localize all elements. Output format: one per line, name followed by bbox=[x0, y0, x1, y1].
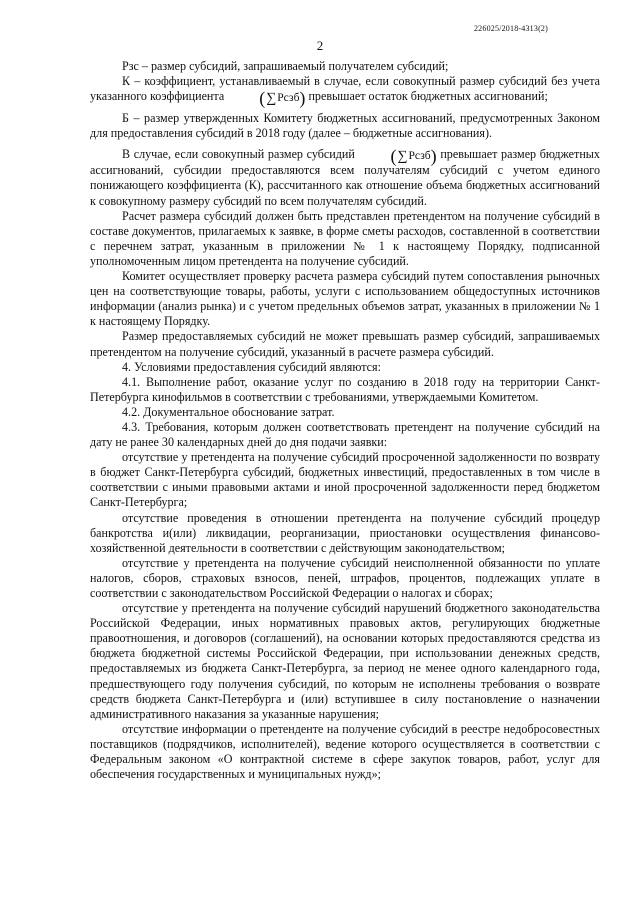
paragraph-coefficient-text-start: В случае, если совокупный размер субсидий bbox=[122, 147, 355, 162]
requirement-no-bankruptcy: отсутствие проведения в отношении претендента на получение субсидий процедур банкротства и(или) ликвидации, реорганизации, приостановки осуществления финансово-хозяйственной деятельности в соответствии с действующим законодательством; bbox=[90, 510, 600, 555]
requirement-no-budget-violations: отсутствие у претендента на получение субсидий нарушений бюджетного законодательства Российской Федерации, иных нормативных правовых актов, регулирующих бюджетные правоотношения, и договоров (соглашений), на основании которых предоставляются средства из бюджета бюджетной системы Российской Федерации, при использовании денежных средств, предоставляемых из бюджета Санкт-Петербурга, за период не менее одного календарного года, предшествующего году получения субсидий, по которым не исполнены требования о возврате средств бюджета Санкт-Петербурга и (или) вступившее в силу постановление о назначении административного наказания за указанные нарушения; bbox=[90, 601, 600, 721]
section-4-heading: 4. Условиями предоставления субсидий являются: bbox=[122, 359, 381, 374]
requirement-no-tax-arrears: отсутствие у претендента на получение субсидий неисполненной обязанности по уплате налогов, сборов, страховых взносов, пеней, штрафов, процентов, подлежащих уплате в соответствии с законодательством Российской Федерации о налогах и сборах; bbox=[90, 555, 600, 600]
sum-formula-2 bbox=[358, 146, 437, 167]
paragraph-calculation: Расчет размера субсидий должен быть представлен претендентом на получение субсидий в составе документов, прилагаемых к заявке, в форме сметы расходов, составленной в соответствии с перечнем затрат, указанным в приложении № 1 к настоящему Порядку, подписанной уполномоченным лицом претендента на получение субсидий. bbox=[90, 208, 600, 268]
requirement-no-bad-supplier-registry: отсутствие информации о претенденте на получение субсидий в реестре недобросовестных поставщиков (подрядчиков, исполнителей), ведение которого осуществляется в соответствии с Федеральным законом «О контрактной системе в сфере закупок товаров, работ, услуг для обеспечения государственных и муниципальных нужд»; bbox=[90, 721, 600, 782]
document-body bbox=[90, 59, 600, 782]
paragraph-coefficient-rule bbox=[90, 147, 600, 208]
paragraph-k-definition bbox=[90, 74, 600, 109]
paragraph-verification: Комитет осуществляет проверку расчета размера субсидий путем сопоставления рыночных цен на соответствующие товары, работы, услуги с использованием общедоступных источников информации (анализ рынка) и с учетом предельных объемов затрат, указанных в приложении № 1 к настоящему Порядку. bbox=[90, 269, 600, 329]
formula-open-paren: ( bbox=[259, 88, 266, 109]
clause-4-3: 4.3. Требования, которым должен соответствовать претендент на получение субсидий на дату не ранее 30 календарных дней до дня подачи заявки: bbox=[90, 419, 600, 450]
formula-close-paren: ) bbox=[430, 146, 437, 167]
paragraph-b-definition: Б – размер утвержденных Комитету бюджетных ассигнований, предусмотренных Законом для предоставления субсидий в 2018 году (далее – бюджетные ассигнования). bbox=[90, 111, 600, 141]
formula-close-paren: ) bbox=[299, 88, 306, 109]
formula-open-paren: ( bbox=[390, 146, 397, 167]
clause-4-2: 4.2. Документальное обоснование затрат. bbox=[122, 404, 335, 419]
sum-formula bbox=[227, 88, 306, 109]
paragraph-coefficient-text-end: превышает размер бюджетных ассигнований, субсидии предоставляются всем получателям субсидий с учетом единого понижающего коэффициента (К), рассчитанного как отношение объема бюджетных ассигнований к совокупному размеру субсидий по всем получателям субсидий. bbox=[90, 147, 600, 208]
clause-4-1: 4.1. Выполнение работ, оказание услуг по созданию в 2018 году на территории Санкт-Петербурга кинофильмов в соответствии с требованиями, утверждаемыми Комитетом. bbox=[90, 374, 600, 404]
formula-symbol: Рсзб bbox=[277, 92, 300, 105]
sigma-symbol: ∑ bbox=[266, 91, 277, 107]
requirement-no-debt: отсутствие у претендента на получение субсидий просроченной задолженности по возврату в бюджет Санкт-Петербурга субсидий, бюджетных инвестиций, предоставленных в том числе в соответствии с иными правовыми актами и иной просроченной задолженности перед бюджетом Санкт-Петербурга; bbox=[90, 450, 600, 510]
paragraph-limit: Размер предоставляемых субсидий не может превышать размер субсидий, запрашиваемых претендентом на получение субсидий, указанный в расчете размера субсидий. bbox=[90, 329, 600, 359]
page-number: 2 bbox=[316, 38, 324, 53]
sigma-symbol: ∑ bbox=[397, 149, 408, 165]
paragraph-k-text-end: превышает остаток бюджетных ассигнований; bbox=[308, 89, 548, 104]
paragraph-k-text-start: К – коэффициент, устанавливаемый в случае, если совокупный размер субсидий без учета указанного коэффициента bbox=[90, 74, 600, 104]
document-number: 226025/2018-4313(2) bbox=[473, 24, 548, 33]
paragraph-rzs-definition: Рзс – размер субсидий, запрашиваемый получателем субсидий; bbox=[122, 59, 449, 73]
formula-symbol: Рсзб bbox=[408, 150, 431, 163]
